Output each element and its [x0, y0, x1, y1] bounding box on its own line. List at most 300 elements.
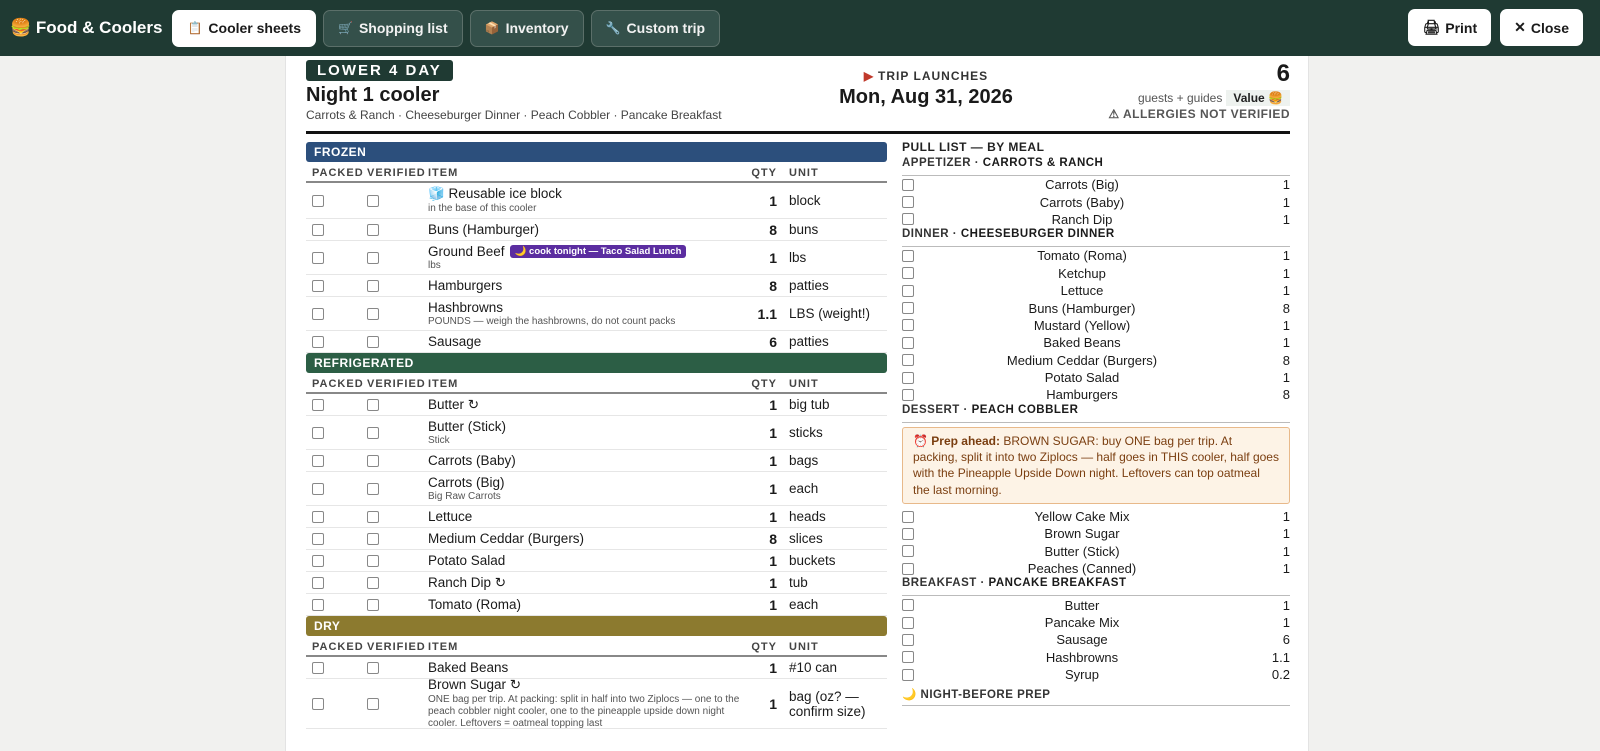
packed-cell [306, 427, 361, 439]
item-label: Potato Salad [428, 553, 506, 568]
pull-item-name: Buns (Hamburger) [1028, 300, 1136, 316]
col-packed: PACKED [312, 378, 364, 390]
table-row [306, 472, 887, 506]
table-row [306, 275, 887, 297]
pull-item-name: Hashbrowns [1045, 649, 1119, 665]
col-qty: QTY [751, 167, 777, 179]
packed-checkbox[interactable] [312, 599, 324, 611]
item-cell [424, 186, 743, 215]
packed-cell [306, 308, 361, 320]
item-note: Big Raw Carrots [428, 490, 501, 502]
pull-item-qty: 1 [1282, 317, 1290, 333]
table-row [306, 450, 887, 472]
table-row [306, 331, 887, 353]
pull-item-qty: 1 [1282, 543, 1290, 559]
item-unit: #10 can [789, 660, 838, 675]
item-label: Carrots (Big) [428, 474, 505, 490]
verified-checkbox[interactable] [367, 511, 379, 523]
pull-item-name: Lettuce [1060, 283, 1104, 299]
pull-checkbox[interactable] [902, 354, 914, 366]
verified-cell [361, 308, 424, 320]
verified-cell [361, 555, 424, 567]
pull-item-name: Brown Sugar [1044, 526, 1120, 542]
box-icon: 📦 [484, 21, 500, 35]
col-qty: QTY [751, 641, 777, 653]
pull-item [902, 176, 1290, 193]
pull-item [902, 334, 1290, 351]
printer-icon: 🖨 [1422, 19, 1441, 35]
pull-item-qty: 1 [1282, 211, 1290, 227]
pull-item [902, 369, 1290, 386]
table-row [306, 416, 887, 450]
item-label: Tomato (Roma) [428, 597, 522, 612]
item-name [428, 186, 743, 202]
item-name [428, 553, 743, 568]
pull-checkbox[interactable] [902, 319, 914, 331]
item-unit: buckets [789, 553, 836, 568]
pull-item [902, 282, 1290, 299]
item-note: Stick [428, 434, 450, 446]
packed-cell [306, 533, 361, 545]
item-cell [424, 453, 743, 468]
pull-item-qty: 8 [1282, 300, 1290, 316]
guest-number: 6 [1276, 60, 1290, 87]
item-cell [424, 222, 743, 237]
pull-checkbox[interactable] [902, 285, 914, 297]
pull-item [902, 614, 1290, 631]
meal-kind: APPETIZER [902, 157, 972, 169]
pull-item-qty: 1 [1282, 597, 1290, 613]
item-qty: 1 [769, 574, 777, 591]
item-qty: 1 [769, 424, 777, 441]
item-unit: lbs [789, 250, 807, 265]
pull-item-name: Peaches (Canned) [1027, 561, 1137, 577]
item-qty: 1 [769, 596, 777, 613]
item-label: Hamburgers [428, 278, 503, 293]
item-cell [424, 244, 743, 272]
packed-checkbox[interactable] [312, 336, 324, 348]
packed-checkbox[interactable] [312, 511, 324, 523]
item-qty: 1 [769, 192, 777, 209]
verified-checkbox[interactable] [367, 599, 379, 611]
item-qty: 6 [769, 333, 777, 350]
pull-item-qty: 1 [1282, 335, 1290, 351]
pull-checkbox[interactable] [902, 511, 914, 523]
verified-cell [361, 224, 424, 236]
verified-cell [361, 336, 424, 348]
pull-checkbox[interactable] [902, 302, 914, 314]
night-before-prep-header: 🌙 NIGHT-BEFORE PREP [902, 687, 1290, 706]
verified-checkbox[interactable] [367, 427, 379, 439]
item-cell [424, 475, 743, 503]
item-unit: big tub [789, 397, 830, 412]
item-unit: slices [789, 531, 823, 546]
item-name [428, 597, 743, 612]
packed-cell [306, 662, 361, 674]
item-qty: 1 [769, 396, 777, 413]
verified-checkbox[interactable] [367, 195, 379, 207]
item-note: in the base of this cooler [428, 203, 537, 214]
verified-checkbox[interactable] [367, 698, 379, 710]
pull-item [902, 317, 1290, 334]
pull-item [902, 596, 1290, 613]
packed-cell [306, 483, 361, 495]
item-name [428, 334, 743, 349]
packed-checkbox[interactable] [312, 399, 324, 411]
item-label: 🧊 Reusable ice block [428, 186, 562, 201]
item-qty: 8 [769, 221, 777, 238]
pull-item-name: Pancake Mix [1044, 615, 1120, 631]
sheet-subtitle: Carrots & Ranch · Cheeseburger Dinner · Peach Cobbler · Pancake Breakfast [306, 108, 722, 122]
item-unit: buns [789, 222, 819, 237]
packed-cell [306, 336, 361, 348]
print-label: Print [1445, 19, 1478, 36]
verified-cell [361, 195, 424, 207]
item-name [428, 475, 743, 490]
verified-checkbox[interactable] [367, 399, 379, 411]
verified-cell [361, 599, 424, 611]
pull-item-name: Yellow Cake Mix [1034, 509, 1130, 525]
prep-ahead-label: ⏰ Prep ahead: [913, 433, 1000, 448]
table-row [306, 657, 887, 679]
packed-cell [306, 555, 361, 567]
pull-checkbox[interactable] [902, 545, 914, 557]
item-qty: 1 [769, 695, 777, 712]
verified-checkbox[interactable] [367, 252, 379, 264]
packed-checkbox[interactable] [312, 577, 324, 589]
sheet-header [306, 60, 1290, 134]
meal-name: PANCAKE BREAKFAST [988, 577, 1127, 590]
tab-shopping-list[interactable] [323, 10, 463, 47]
pull-item [902, 193, 1290, 210]
meal-name: CARROTS & RANCH [982, 157, 1104, 169]
pull-item-name: Carrots (Baby) [1039, 194, 1125, 210]
pull-checkbox[interactable] [902, 267, 914, 279]
item-qty: 1 [769, 552, 777, 569]
item-unit: each [789, 597, 819, 612]
item-unit: block [789, 193, 821, 208]
column-headers [306, 638, 887, 657]
cook-tonight-badge: 🌙 cook tonight — Taco Salad Lunch [510, 245, 687, 258]
cart-icon: 🛒 [338, 21, 353, 35]
item-label: Medium Ceddar (Burgers) [428, 531, 585, 546]
verified-checkbox[interactable] [367, 483, 379, 495]
pull-item [902, 299, 1290, 316]
pull-item-name: Baked Beans [1043, 335, 1121, 351]
item-unit: heads [789, 509, 826, 524]
packed-checkbox[interactable] [312, 555, 324, 567]
item-unit: patties [789, 278, 829, 293]
section-header-frozen: FROZEN [306, 142, 887, 162]
item-label: Butter (Stick) [428, 418, 507, 434]
pull-item [902, 666, 1290, 683]
pull-item-name: Carrots (Big) [1045, 177, 1119, 193]
item-unit: each [789, 481, 819, 496]
item-unit: bag (oz? — confirm size) [789, 688, 866, 719]
pull-item-name: Potato Salad [1044, 370, 1120, 386]
tab-cooler-sheets[interactable] [172, 10, 316, 47]
verified-cell [361, 399, 424, 411]
item-name [428, 419, 743, 434]
col-verified: VERIFIED [367, 641, 426, 653]
verified-checkbox[interactable] [367, 555, 379, 567]
packed-cell [306, 252, 361, 264]
item-qty: 1 [769, 659, 777, 676]
trip-launch [826, 69, 1026, 109]
verified-cell [361, 533, 424, 545]
packed-cell [306, 455, 361, 467]
table-row [306, 297, 887, 331]
pull-checkbox[interactable] [902, 337, 914, 349]
pull-item-qty: 1.1 [1271, 649, 1290, 665]
separator: · [959, 403, 972, 416]
item-name [428, 222, 743, 237]
item-label: Carrots (Baby) [428, 453, 516, 468]
pull-item-qty: 1 [1282, 561, 1290, 577]
pull-item [902, 211, 1290, 228]
packed-cell [306, 577, 361, 589]
verified-checkbox[interactable] [367, 280, 379, 292]
item-cell [424, 553, 743, 568]
item-unit: LBS (weight!) [789, 306, 871, 321]
pull-checkbox[interactable] [902, 528, 914, 540]
item-qty: 1 [769, 249, 777, 266]
item-label: Lettuce [428, 509, 473, 524]
item-name [428, 531, 743, 546]
verified-checkbox[interactable] [367, 577, 379, 589]
item-cell [424, 660, 743, 675]
item-label: Ground Beef [428, 243, 505, 259]
close-label: Close [1530, 19, 1569, 36]
packed-checkbox[interactable] [312, 455, 324, 467]
pull-item-qty: 1 [1282, 370, 1290, 386]
col-packed: PACKED [312, 641, 364, 653]
close-button[interactable] [1500, 9, 1583, 46]
launch-label: TRIP LAUNCHES [878, 69, 989, 83]
packed-checkbox[interactable] [312, 308, 324, 320]
pull-item-qty: 1 [1282, 283, 1290, 299]
pull-checkbox[interactable] [902, 213, 914, 225]
meal-header [902, 157, 1290, 176]
pull-item-qty: 1 [1282, 509, 1290, 525]
packed-checkbox[interactable] [312, 224, 324, 236]
pull-item-qty: 1 [1282, 615, 1290, 631]
verified-checkbox[interactable] [367, 662, 379, 674]
col-item: ITEM [428, 167, 459, 179]
pull-list-title: PULL LIST — BY MEAL [902, 140, 1045, 154]
meal-header [902, 228, 1290, 247]
pull-item [902, 543, 1290, 560]
item-qty: 8 [769, 277, 777, 294]
item-unit: patties [789, 334, 829, 349]
item-note: ONE bag per trip. At packing: split in half into two Ziplocs — one to the peach cobbler night cooler, one to the pineapple upside down night cooler. Leftovers = oatmeal topping last [428, 694, 740, 729]
pull-item [902, 649, 1290, 666]
item-cell [424, 531, 743, 546]
meal-name: PEACH COBBLER [971, 403, 1079, 416]
pull-item-qty: 1 [1282, 194, 1290, 210]
item-label: Sausage [428, 334, 482, 349]
verified-checkbox[interactable] [367, 455, 379, 467]
allergy-warning: ⚠ ALLERGIES NOT VERIFIED [1108, 107, 1290, 121]
pull-checkbox[interactable] [902, 372, 914, 384]
meal-kind: DINNER [902, 228, 950, 241]
col-item: ITEM [428, 641, 459, 653]
packed-cell [306, 280, 361, 292]
item-label: Brown Sugar ↻ [428, 677, 522, 692]
col-unit: UNIT [789, 378, 819, 390]
packed-checkbox[interactable] [312, 698, 324, 710]
col-unit: UNIT [789, 167, 819, 179]
pull-checkbox[interactable] [902, 617, 914, 629]
packed-checkbox[interactable] [312, 195, 324, 207]
pull-checkbox[interactable] [902, 669, 914, 681]
pull-checkbox[interactable] [902, 563, 914, 575]
tab-custom-trip[interactable] [591, 10, 721, 47]
verified-cell [361, 280, 424, 292]
separator: · [971, 157, 983, 169]
pull-item-qty: 6 [1282, 632, 1290, 648]
item-name [428, 575, 743, 591]
item-name [428, 397, 743, 413]
packed-cell [306, 599, 361, 611]
item-cell [424, 597, 743, 612]
table-row [306, 550, 887, 572]
app-title: Food & Coolers [35, 18, 163, 37]
packed-checkbox[interactable] [312, 427, 324, 439]
item-name [428, 509, 743, 524]
pull-checkbox[interactable] [902, 389, 914, 401]
item-cell [424, 575, 743, 591]
item-qty: 1 [769, 480, 777, 497]
tab-inventory[interactable] [470, 10, 584, 47]
column-headers [306, 375, 887, 394]
packed-cell [306, 698, 361, 710]
section-header-refrigerated: REFRIGERATED [306, 353, 887, 373]
pull-item-name: Ranch Dip [1051, 211, 1113, 227]
verified-checkbox[interactable] [367, 308, 379, 320]
item-name [428, 677, 743, 693]
pull-item-name: Hamburgers [1046, 387, 1118, 403]
pull-item [902, 352, 1290, 369]
pull-item-qty: 8 [1282, 387, 1290, 403]
verified-cell [361, 427, 424, 439]
packed-checkbox[interactable] [312, 483, 324, 495]
verified-checkbox[interactable] [367, 224, 379, 236]
pull-item-qty: 1 [1282, 177, 1290, 193]
item-note: POUNDS — weigh the hashbrowns, do not count packs [428, 315, 676, 327]
packed-checkbox[interactable] [312, 252, 324, 264]
item-cell [424, 397, 743, 413]
packed-checkbox[interactable] [312, 533, 324, 545]
col-packed: PACKED [312, 167, 364, 179]
item-unit: tub [789, 575, 808, 590]
table-row [306, 506, 887, 528]
table-row [306, 183, 887, 219]
meal-name: CHEESEBURGER DINNER [960, 228, 1115, 241]
col-verified: VERIFIED [367, 167, 426, 179]
tab-label: Shopping list [358, 20, 448, 36]
pull-item-qty: 8 [1282, 352, 1290, 368]
pull-item [902, 508, 1290, 525]
separator: · [949, 228, 961, 241]
print-button[interactable] [1408, 9, 1491, 46]
item-name [428, 278, 743, 293]
app-brand [10, 18, 162, 38]
item-unit: sticks [789, 425, 823, 440]
pull-checkbox[interactable] [902, 651, 914, 663]
pull-item-name: Medium Ceddar (Burgers) [1006, 352, 1158, 368]
verified-cell [361, 483, 424, 495]
item-label: Butter ↻ [428, 396, 480, 412]
item-tables [306, 142, 887, 729]
guest-count [1108, 60, 1290, 121]
item-cell [424, 677, 743, 730]
pull-item-name: Butter [1064, 597, 1100, 613]
pull-checkbox[interactable] [902, 599, 914, 611]
item-label: Hashbrowns [428, 299, 504, 315]
item-label: Buns (Hamburger) [428, 222, 540, 237]
packed-cell [306, 511, 361, 523]
pull-item [902, 265, 1290, 282]
pull-item-qty: 1 [1282, 265, 1290, 281]
meal-kind: DESSERT [902, 403, 960, 416]
item-cell [424, 419, 743, 447]
pull-checkbox[interactable] [902, 634, 914, 646]
item-label: Baked Beans [428, 660, 509, 675]
verified-cell [361, 252, 424, 264]
pull-checkbox[interactable] [902, 179, 914, 191]
sheet-title: Night 1 cooler [306, 84, 440, 106]
top-bar [0, 0, 1600, 56]
verified-checkbox[interactable] [367, 336, 379, 348]
table-row [306, 241, 887, 275]
meal-header [902, 577, 1290, 596]
item-cell [424, 334, 743, 349]
pull-list [902, 138, 1290, 706]
trip-pill: LOWER 4 DAY [306, 60, 453, 81]
packed-checkbox[interactable] [312, 280, 324, 292]
verified-checkbox[interactable] [367, 533, 379, 545]
pull-item [902, 525, 1290, 542]
item-label: Ranch Dip ↻ [428, 574, 507, 590]
packed-checkbox[interactable] [312, 662, 324, 674]
verified-cell [361, 511, 424, 523]
pull-checkbox[interactable] [902, 250, 914, 262]
tab-label: Cooler sheets [208, 20, 302, 36]
wrench-icon: 🔧 [605, 21, 621, 35]
item-unit: bags [789, 453, 819, 468]
table-row [306, 679, 887, 729]
launch-date: Mon, Aug 31, 2026 [839, 86, 1013, 108]
pull-item [902, 631, 1290, 648]
pull-item-name: Butter (Stick) [1044, 543, 1120, 559]
verified-cell [361, 698, 424, 710]
item-qty: 8 [769, 530, 777, 547]
value-badge: Value 🍔 [1226, 90, 1290, 106]
pull-item-name: Tomato (Roma) [1037, 248, 1127, 264]
item-name [428, 453, 743, 468]
tab-label: Custom trip [626, 20, 706, 36]
pull-item-qty: 1 [1282, 526, 1290, 542]
verified-cell [361, 662, 424, 674]
table-row [306, 572, 887, 594]
col-unit: UNIT [789, 641, 819, 653]
col-item: ITEM [428, 378, 459, 390]
verified-cell [361, 577, 424, 589]
pull-checkbox[interactable] [902, 196, 914, 208]
pull-item-name: Ketchup [1058, 265, 1106, 281]
column-headers [306, 164, 887, 183]
